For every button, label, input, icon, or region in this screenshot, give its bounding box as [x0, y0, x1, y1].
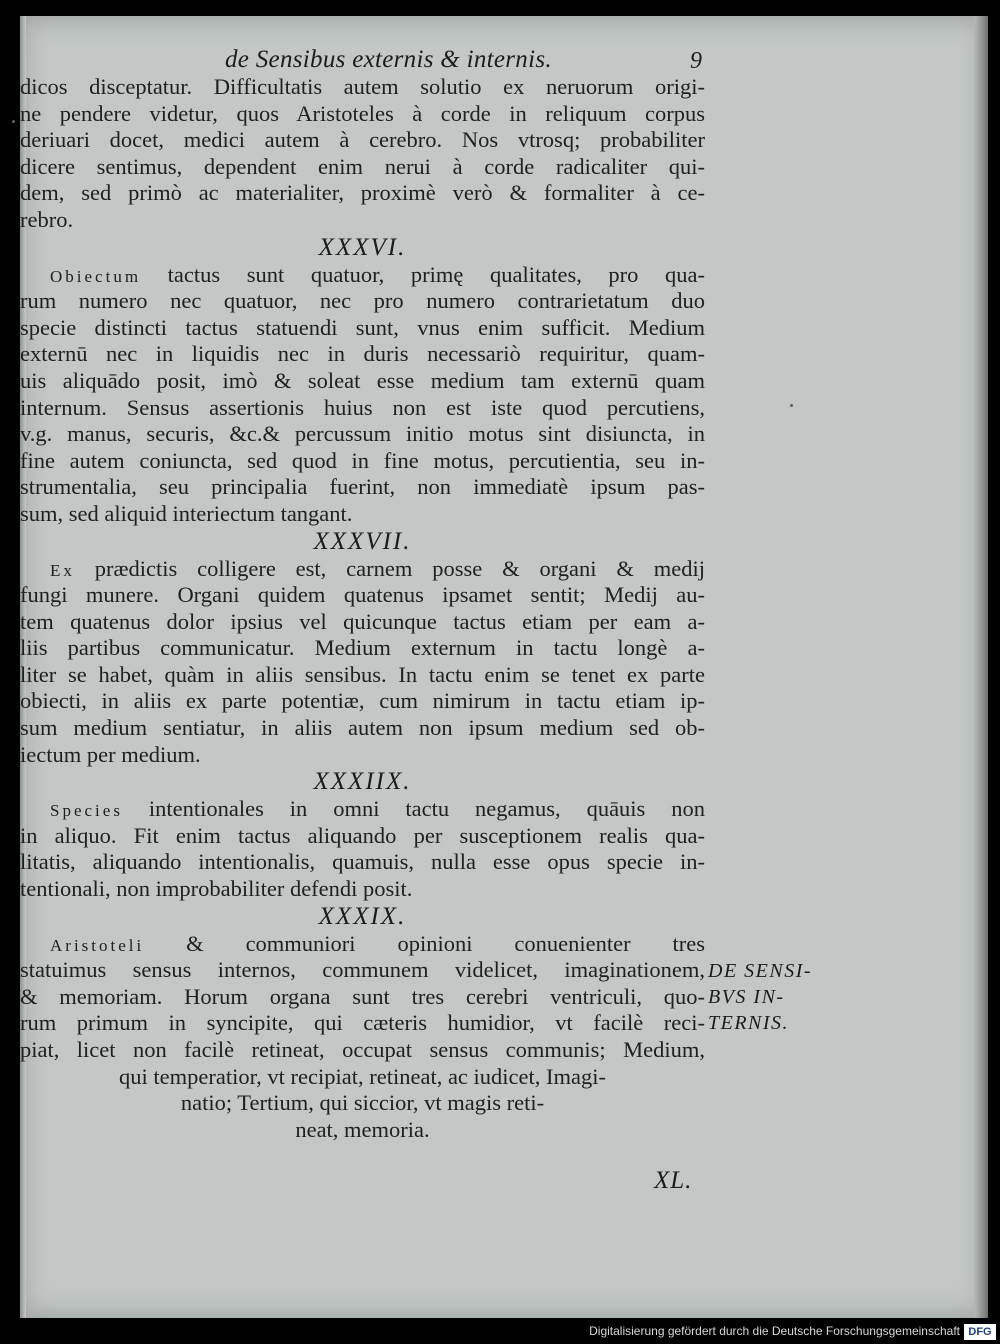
paper-speck — [12, 120, 15, 123]
margin-note-line: BVS IN- — [708, 986, 785, 1008]
text-line: dicere sentimus, dependent enim nerui à corde radicaliter qui- — [20, 153, 705, 179]
text-line: liis partibus communicatur. Medium externum in tactu longè a- — [20, 635, 705, 661]
text-span: intentionales in omni tactu negamus, quāuis non — [122, 796, 705, 822]
footer-bar — [0, 1322, 1000, 1344]
text-line: rum numero nec quatuor, nec pro numero contrarietatum duo — [20, 288, 705, 314]
text-line: uis aliquādo posit, imò & soleat esse medium tam externū quam — [20, 367, 705, 393]
text-line: tentionali, non improbabiliter defendi posit. — [20, 876, 413, 902]
page-number: 9 — [690, 48, 702, 74]
text-span: & communiori opinioni conuenienter tres — [144, 930, 705, 956]
text-line: ne pendere videtur, quos Aristoteles à corde in reliquum corpus — [20, 100, 705, 126]
margin-note — [708, 958, 858, 1036]
text-line: dicos disceptatur. Difficultatis autem solutio ex neruorum origi- — [20, 74, 705, 99]
section-heading: XXXVII. — [313, 527, 412, 555]
text-line: sum, sed aliquid interiectum tangant. — [20, 500, 353, 526]
text-line: in aliquo. Fit enim tactus aliquando per susceptionem realis qua- — [20, 822, 705, 848]
text-line: rum primum in syncipite, qui cæteris humidior, vt facilè reci- — [20, 1010, 705, 1036]
margin-note-line: DE SENSI- — [708, 960, 813, 982]
text-line: natio; Tertium, qui siccior, vt magis reti- — [180, 1090, 545, 1116]
text-line — [20, 556, 705, 583]
small-caps-word: Species — [50, 801, 123, 821]
dfg-logo-icon: DFG — [964, 1324, 996, 1340]
text-line: internum. Sensus assertionis huius non est iste quod percutiens, — [20, 394, 705, 420]
text-line: & memoriam. Horum organa sunt tres cerebri ventriculi, quo- — [20, 983, 705, 1009]
text-line: specie distincti tactus statuendi sunt, vnus enim sufficit. Medium — [20, 314, 705, 340]
text-line — [20, 931, 705, 958]
text-line: qui temperatior, vt recipiat, retineat, ac iudicet, Imagi- — [118, 1063, 606, 1089]
text-line: fungi munere. Organi quidem quatenus ipsamet sentit; Medij au- — [20, 582, 705, 608]
page-right-edge — [974, 16, 988, 1318]
text-line — [20, 796, 705, 823]
text-line: statuimus sensus internos, communem videlicet, imaginationem, — [20, 957, 705, 983]
text-line: iectum per medium. — [20, 741, 201, 767]
small-caps-word: Obiectum — [50, 266, 142, 286]
text-line: strumentalia, seu principalia fuerint, non immediatè ipsum pas- — [20, 474, 705, 500]
text-line: tem quatenus dolor ipsius vel quicunque tactus etiam per eam a- — [20, 608, 705, 634]
text-line: obiecti, in aliis ex parte potentiæ, cum nimirum in tactu etiam ip- — [20, 688, 705, 714]
section-heading: XXXVI. — [318, 233, 407, 261]
page-header — [20, 42, 720, 76]
text-line: neat, memoria. — [295, 1116, 430, 1142]
small-caps-word: Ex — [50, 560, 75, 580]
text-line: externū nec in liquidis nec in duris necessariò requiritur, quam- — [20, 341, 705, 367]
text-line: piat, licet non facilè retineat, occupat sensus communis; Medium, — [20, 1037, 705, 1062]
running-head: de Sensibus externis & internis. — [225, 46, 552, 73]
text-line: dem, sed primò ac materialiter, proximè verò & formaliter à ce- — [20, 180, 705, 206]
text-line: litatis, aliquando intentionalis, quamuis, nulla esse opus specie in- — [20, 849, 705, 875]
main-text — [20, 74, 705, 1143]
text-span: tactus sunt quatuor, primę qualitates, pro qua- — [141, 261, 705, 287]
catchword: XL. — [654, 1167, 693, 1194]
text-line: deriuari docet, medici autem à cerebro. Nos vtrosq; probabiliter — [20, 127, 705, 153]
section-heading: XXXIIX. — [313, 768, 412, 796]
text-span: prædictis colligere est, carnem posse & organi & medij — [74, 555, 705, 581]
text-line: rebro. — [20, 206, 74, 232]
small-caps-word: Aristoteli — [50, 935, 145, 955]
text-line: fine autem coniuncta, sed quod in fine motus, percutientia, seu in- — [20, 447, 705, 473]
text-line: liter se habet, quàm in aliis sensibus. In tactu enim se tenet ex parte — [20, 661, 705, 687]
paper-speck — [790, 404, 793, 407]
text-line: sum medium sentiatur, in aliis autem non ipsum medium sed ob- — [20, 715, 705, 741]
text-line — [20, 262, 705, 289]
digitization-credit: Digitalisierung gefördert durch die Deutsche Forschungsgemeinschaft — [589, 1324, 960, 1338]
text-line: v.g. manus, securis, &c.& percussum initio motus sint disiuncta, in — [20, 421, 705, 447]
section-heading: XXXIX. — [318, 902, 407, 930]
margin-note-line: TERNIS. — [708, 1012, 790, 1034]
